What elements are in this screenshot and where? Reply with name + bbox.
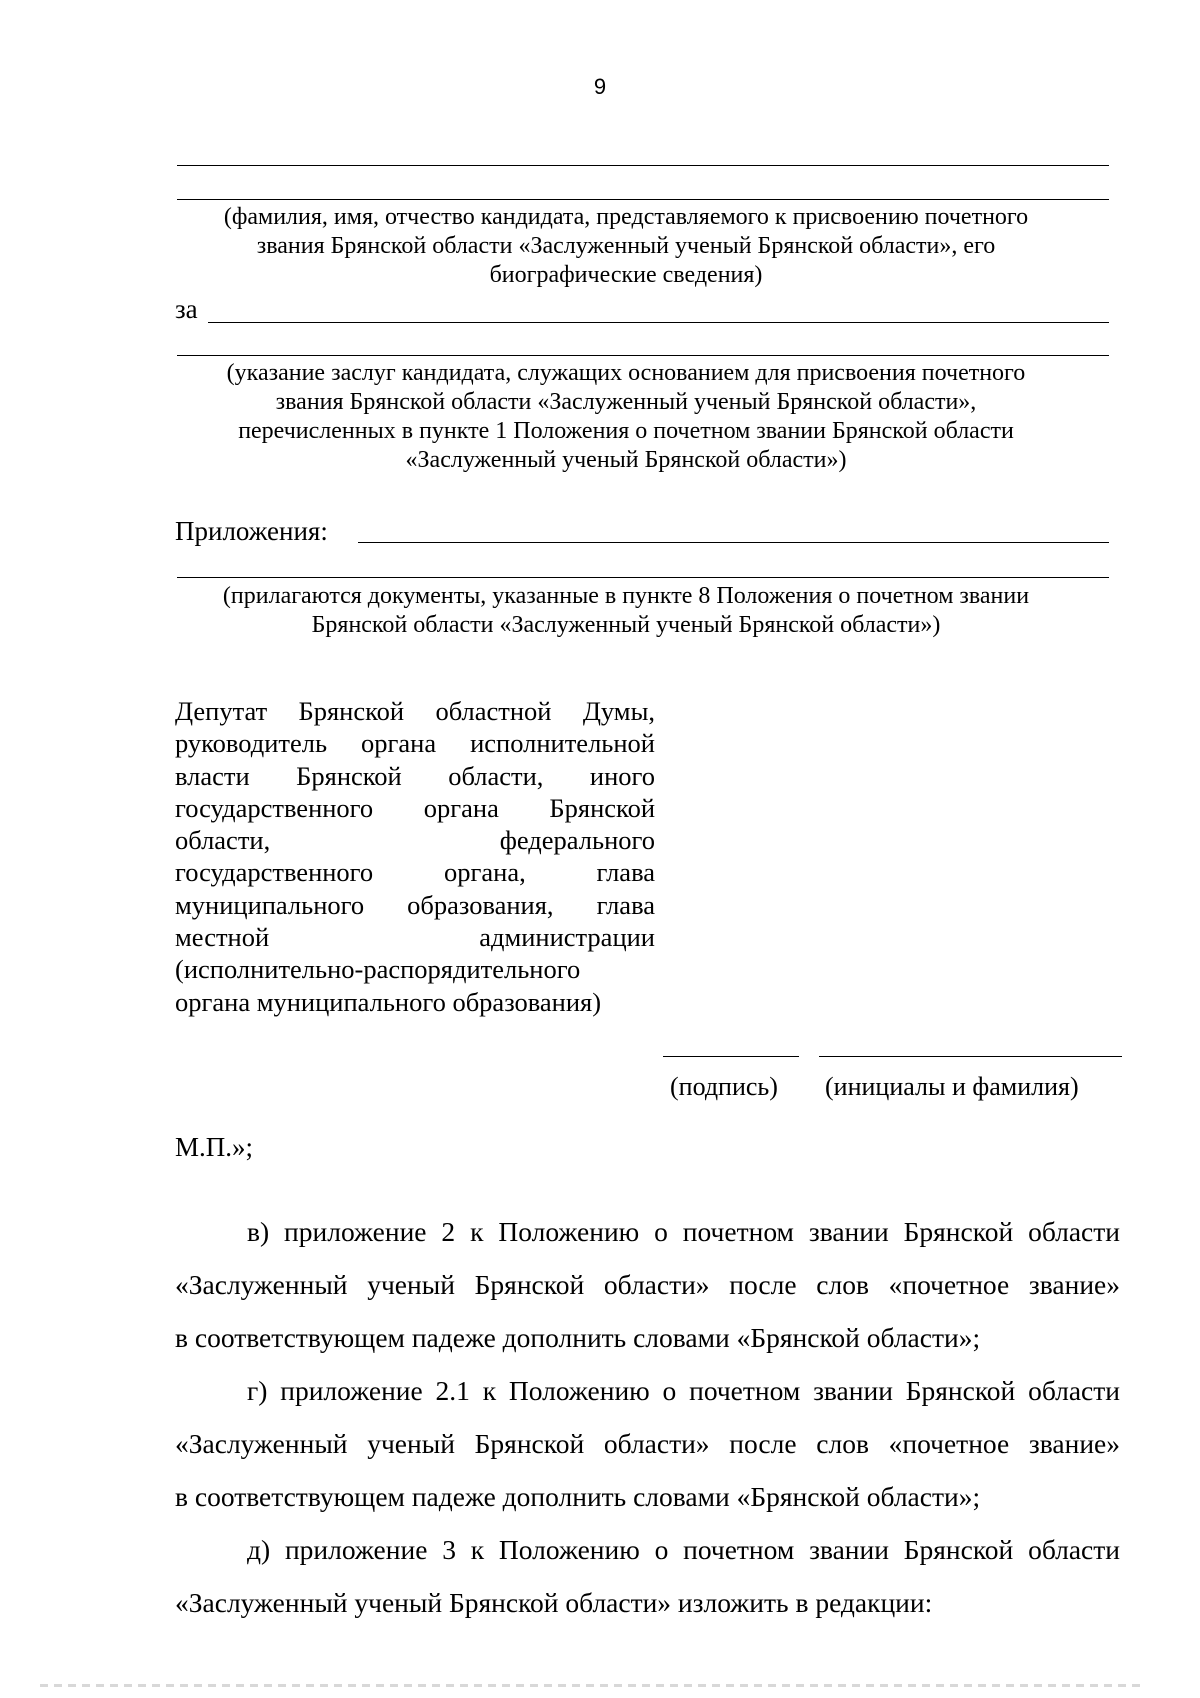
attachments-label: Приложения: bbox=[175, 516, 328, 546]
caption-line: перечисленных в пункте 1 Положения о почетном звании Брянской области bbox=[238, 418, 1014, 444]
official-line: местной администрации bbox=[175, 922, 655, 953]
caption-line: (фамилия, имя, отчество кандидата, представляемого к присвоению почетного bbox=[223, 204, 1029, 230]
caption-line: (прилагаются документы, указанные в пункте 8 Положения о почетном звании bbox=[222, 583, 1030, 609]
attachments-caption bbox=[150, 582, 1102, 640]
scan-artifact-line bbox=[40, 1684, 1140, 1687]
paragraph-line: в соответствующем падеже дополнить словами «Брянской области»; bbox=[175, 1481, 981, 1512]
paragraph-line: в) приложение 2 к Положению о почетном звании Брянской области bbox=[247, 1216, 1120, 1247]
za-label: за bbox=[175, 294, 198, 324]
stamp-label: М.П.»; bbox=[175, 1132, 254, 1162]
official-line: органа муниципального образования) bbox=[175, 986, 602, 1017]
initials-line bbox=[819, 1056, 1122, 1057]
caption-line: звания Брянской области «Заслуженный ученый Брянской области», его bbox=[256, 233, 996, 259]
attachments-fill-line-1 bbox=[358, 542, 1109, 543]
official-line: муниципального образования, глава bbox=[175, 889, 655, 920]
amendment-paragraph-v bbox=[175, 1205, 1120, 1364]
paragraph-line: в соответствующем падеже дополнить словами «Брянской области»; bbox=[175, 1322, 981, 1353]
paragraph-line: «Заслуженный ученый Брянской области» после слов «почетное звание» bbox=[175, 1269, 1120, 1300]
official-line: (исполнительно-распорядительного bbox=[175, 954, 581, 985]
paragraph-line: д) приложение 3 к Положению о почетном звании Брянской области bbox=[247, 1534, 1120, 1565]
merits-fill-line-1 bbox=[208, 322, 1109, 323]
paragraph-line: г) приложение 2.1 к Положению о почетном звании Брянской области bbox=[247, 1375, 1120, 1406]
merits-caption bbox=[150, 359, 1102, 475]
caption-line: «Заслуженный ученый Брянской области») bbox=[405, 447, 847, 473]
official-line: области, федерального bbox=[175, 825, 655, 856]
candidate-fill-line-1 bbox=[177, 165, 1109, 166]
caption-line: (указание заслуг кандидата, служащих основанием для присвоения почетного bbox=[226, 360, 1026, 386]
attachments-fill-line-2 bbox=[177, 577, 1109, 578]
paragraph-line: «Заслуженный ученый Брянской области» изложить в редакции: bbox=[175, 1587, 933, 1618]
caption-line: звания Брянской области «Заслуженный ученый Брянской области», bbox=[275, 389, 977, 415]
amendment-paragraph-d bbox=[175, 1523, 1120, 1629]
page-number: 9 bbox=[593, 74, 607, 99]
paragraph-line: «Заслуженный ученый Брянской области» после слов «почетное звание» bbox=[175, 1428, 1120, 1459]
signature-line bbox=[663, 1056, 799, 1057]
signature-caption: (подпись) bbox=[670, 1072, 778, 1101]
official-position-text bbox=[175, 695, 655, 1018]
official-line: государственного органа Брянской bbox=[175, 792, 655, 823]
official-line: власти Брянской области, иного bbox=[175, 760, 655, 791]
candidate-caption bbox=[150, 203, 1102, 290]
amendment-paragraph-g bbox=[175, 1364, 1120, 1523]
official-line: руководитель органа исполнительной bbox=[175, 728, 655, 759]
caption-line: биографические сведения) bbox=[489, 262, 763, 288]
official-line: государственного органа, глава bbox=[175, 857, 655, 888]
initials-caption: (инициалы и фамилия) bbox=[825, 1072, 1079, 1101]
candidate-fill-line-2 bbox=[177, 199, 1109, 200]
official-line: Депутат Брянской областной Думы, bbox=[175, 696, 655, 726]
merits-fill-line-2 bbox=[177, 355, 1109, 356]
caption-line: Брянской области «Заслуженный ученый Брянской области») bbox=[311, 612, 941, 638]
